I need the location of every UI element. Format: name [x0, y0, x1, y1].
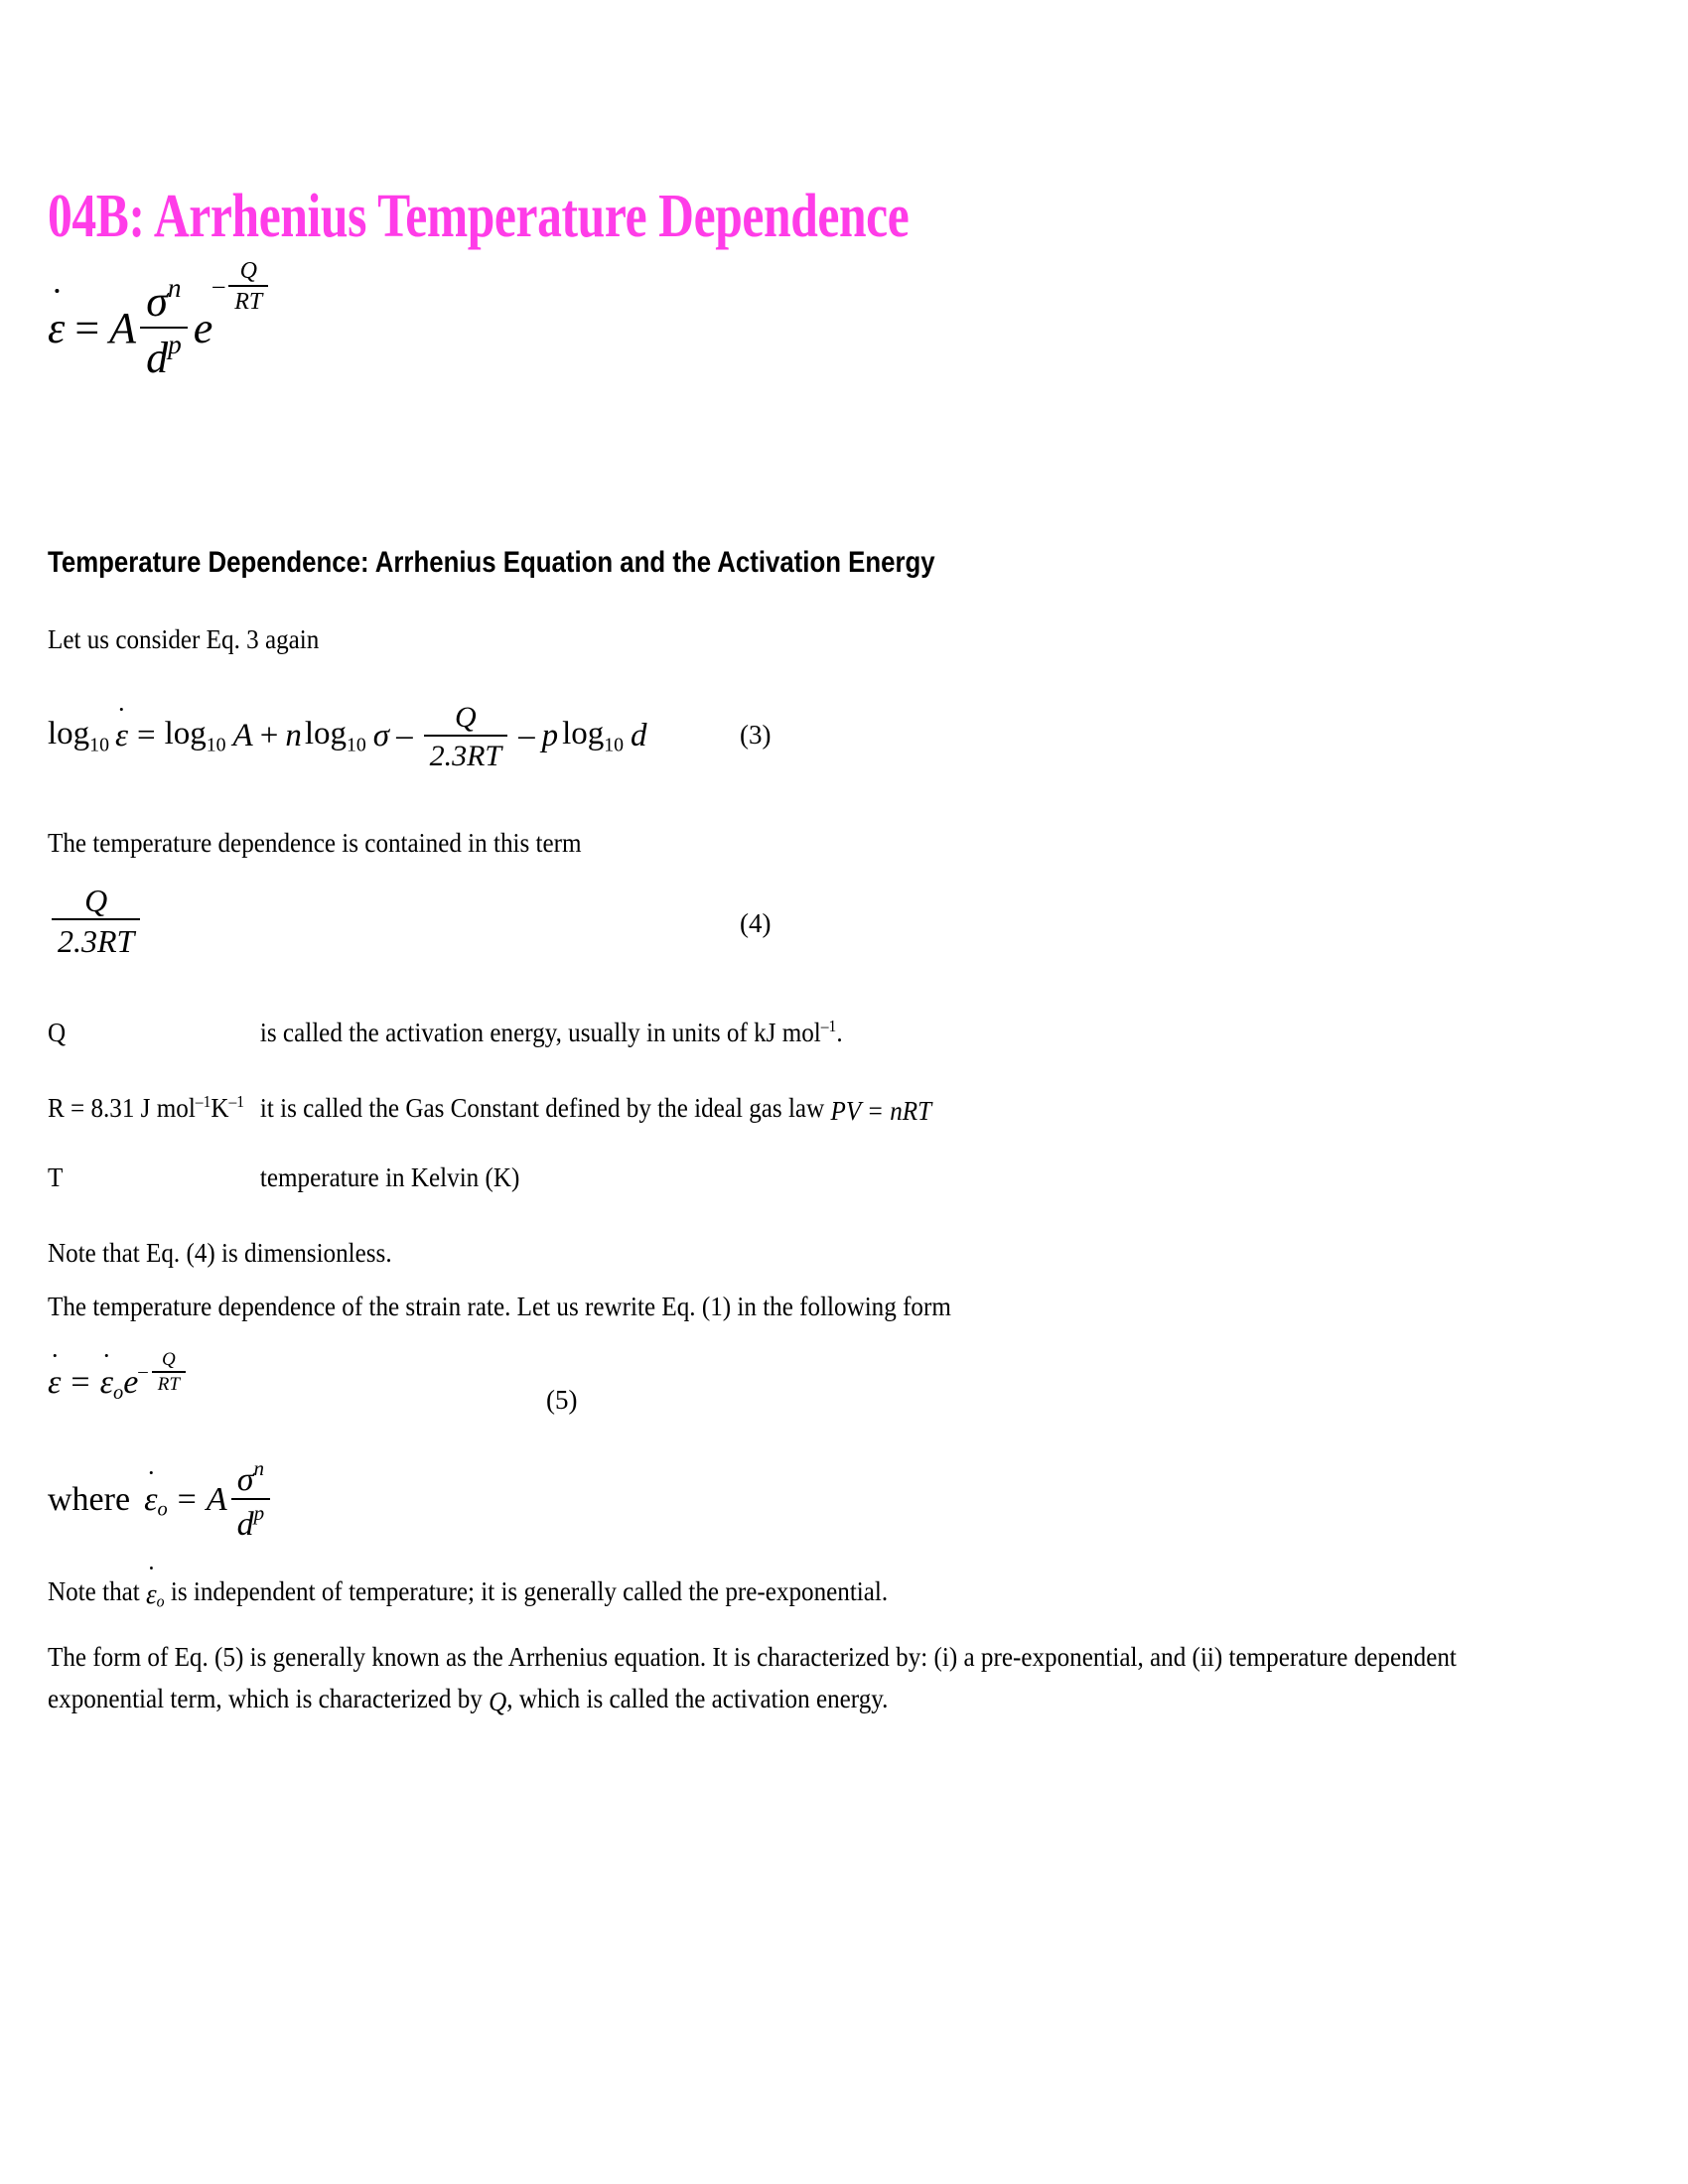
equation-3-log1: $\log_{10}$: [48, 715, 109, 756]
paragraph-pre-exponential-tail: is independent of temperature; it is generally called the pre-exponential.: [170, 1576, 889, 1606]
equation-4-number: (4): [740, 908, 772, 938]
paragraph-arrhenius-summary: [48, 1636, 1544, 1722]
equation-5-eps0: ε: [100, 1364, 113, 1402]
equation-4-denominator: 2.3RT: [58, 923, 135, 960]
paragraph-dimensionless: Note that Eq. (4) is dimensionless.: [48, 1238, 392, 1268]
definition-term-q: Q: [48, 1018, 67, 1047]
equation-3-number: (3): [740, 720, 772, 750]
equation-3-n: n: [285, 717, 302, 753]
equation-where-eps-subscript: o: [157, 1498, 168, 1521]
equation-main-fraction: [140, 274, 188, 381]
equation-main-numerator: $\sigma^n$: [140, 274, 188, 329]
equation-3-log3: $\log_{10}$: [304, 715, 366, 756]
equation-4-numerator: Q: [52, 882, 140, 920]
paragraph-arrhenius-summary-tail: , which is called the activation energy.: [506, 1684, 889, 1713]
equation-3-A: A: [232, 717, 253, 753]
equation-3-log4: $\log_{10}$: [562, 715, 625, 756]
equation-3-minus2: –: [518, 717, 535, 753]
equation-3-p: p: [541, 717, 559, 753]
equation-5-eps0-subscript: o: [113, 1381, 124, 1404]
equation-where-denominator: $d^p$: [236, 1501, 265, 1544]
definition-description-q: is called the activation energy, usually in units of kJ mol$^{-1}$.: [259, 1017, 843, 1047]
definition-description-r: it is called the Gas Constant defined by the ideal gas law PV = nRT: [260, 1090, 931, 1129]
equation-main-equals: =: [74, 303, 100, 352]
equation-main-lhs: ε: [48, 303, 65, 353]
equation-main-coefficient: A: [109, 303, 137, 352]
dot-accent-icon: [120, 708, 123, 711]
equation-4: [52, 882, 140, 959]
paragraph-pre-exponential: [48, 1572, 888, 1620]
equation-5: [48, 1348, 190, 1408]
dot-accent-icon: [150, 1567, 153, 1570]
inline-activation-energy-symbol: Q: [489, 1686, 507, 1716]
definition-row-t: [48, 1160, 519, 1195]
definition-description-t: temperature in Kelvin (K): [259, 1162, 520, 1192]
definition-term-t: T: [48, 1162, 64, 1192]
paragraph-arrhenius-summary-lead: The form of Eq. (5) is generally known as the Arrhenius equation. It is characterized by: (i) a pre-exponential, and (ii) temperature dependent exponential term, which is characterized by: [48, 1642, 1457, 1713]
equation-main-denominator: $d^p$: [146, 329, 182, 383]
definition-term-r: R = 8.31 J $mol^{-1}K^{-1}$: [48, 1092, 245, 1123]
paragraph-rewrite-eq1: The temperature dependence of the strain rate. Let us rewrite Eq. (1) in the following form: [48, 1292, 951, 1321]
equation-4-fraction: [52, 882, 140, 959]
dot-accent-icon: [105, 1354, 108, 1357]
paragraph-pre-exponential-lead: Note that: [48, 1576, 140, 1606]
equation-5-exp-base: e: [123, 1364, 139, 1402]
dot-accent-icon: [150, 1471, 153, 1474]
equation-where-equals: =: [177, 1480, 197, 1518]
equation-3-epsdot: ε: [115, 718, 128, 754]
equation-3-log2: $\log_{10}$: [164, 715, 226, 756]
equation-3-plus: +: [259, 717, 279, 753]
equation-where-eps: ε: [144, 1481, 157, 1519]
equation-3: [48, 700, 647, 772]
equation-where: [48, 1457, 274, 1543]
definition-row-r: [48, 1084, 931, 1129]
definition-row-q: [48, 1009, 843, 1050]
equation-where-fraction: [231, 1457, 271, 1543]
dot-accent-icon: [53, 1354, 56, 1357]
inline-eps-dot-zero-subscript: o: [156, 1591, 165, 1611]
equation-main-exponent: – $\frac{Q}{RT}$: [212, 258, 272, 315]
equation-3-minus1: –: [396, 717, 413, 753]
equation-where-numerator: $\sigma^n$: [231, 1457, 271, 1500]
paragraph-consider-eq3: Let us consider Eq. 3 again: [48, 624, 320, 654]
equation-3-fraction: [424, 700, 508, 772]
equation-main-exp-base: e: [193, 303, 213, 352]
equation-5-number: (5): [546, 1385, 578, 1415]
ideal-gas-law-formula: PV = nRT: [830, 1095, 932, 1126]
paragraph-temperature-dependence-term: The temperature dependence is contained in this term: [48, 828, 582, 858]
section-heading: Temperature Dependence: Arrhenius Equation and the Activation Energy: [48, 545, 935, 579]
equation-5-exponent: – $\frac{Q}{RT}$: [138, 1349, 190, 1395]
equation-3-frac-num: Q: [424, 700, 508, 737]
equation-where-A: A: [206, 1480, 227, 1518]
equation-5-lhs: ε: [48, 1364, 61, 1402]
equation-5-equals: =: [70, 1364, 90, 1402]
equation-where-prefix: where: [48, 1480, 131, 1518]
inline-eps-dot-zero: ε: [146, 1575, 157, 1613]
page-title: 04B: Arrhenius Temperature Dependence: [48, 182, 910, 250]
equation-3-d: d: [631, 717, 647, 753]
equation-main: [48, 257, 272, 383]
equation-3-equals: =: [136, 717, 156, 753]
equation-3-sigma: σ: [372, 717, 390, 753]
dot-accent-icon: [55, 289, 59, 293]
equation-3-frac-den: 2.3RT: [429, 740, 502, 773]
